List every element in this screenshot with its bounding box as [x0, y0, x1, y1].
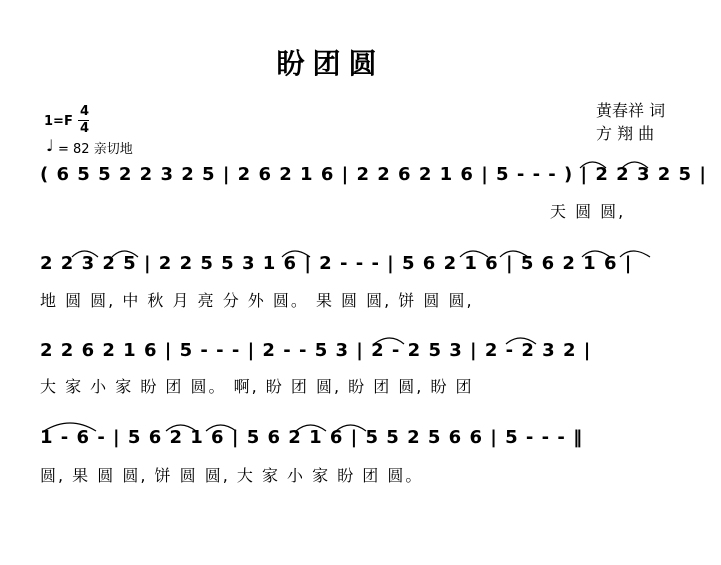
score-line-2-lyrics: 地 圆 圆, 中 秋 月 亮 分 外 圆。 果 圆 圆, 饼 圆 圆, — [40, 291, 474, 310]
slur-mark — [500, 251, 528, 257]
slur-mark — [622, 162, 648, 168]
quarter-note-icon: ♩ — [46, 136, 54, 155]
slur-mark — [282, 251, 310, 257]
time-signature-denominator: 4 — [80, 121, 90, 136]
tempo-marking: = 82 亲切地 — [58, 142, 133, 157]
slur-mark — [620, 251, 650, 257]
slur-mark — [112, 251, 138, 257]
slur-mark — [296, 425, 326, 431]
slur-mark — [460, 251, 488, 257]
slur-mark — [44, 423, 96, 431]
slur-mark — [582, 251, 610, 257]
composer-credit: 方 翔 曲 — [596, 124, 655, 143]
score-line-1-notes: ( 6 5 5 2 2 3 2 5 | 2 6 2 1 6 | 2 2 6 2 1 6 | 5 - - - ) | 2 2 3 2 5 | — [40, 164, 707, 185]
score-line-4-lyrics: 圆, 果 圆 圆, 饼 圆 圆, 大 家 小 家 盼 团 圆。 — [40, 466, 424, 485]
score-line-1-lyrics: 天 圆 圆, — [550, 202, 626, 221]
slur-mark — [336, 425, 366, 431]
slur-mark — [374, 338, 404, 344]
slur-mark — [166, 425, 196, 431]
score-line-4-notes: 1 - 6 - | 5 6 2 1 6 | 5 6 2 1 6 | 5 5 2 5 6 6 | 5 - - - ‖ — [40, 427, 584, 448]
slur-mark — [206, 425, 236, 431]
slur-mark — [72, 251, 98, 257]
score-line-2-notes: 2 2 3 2 5 | 2 2 5 5 3 1 6 | 2 - - - | 5 6 2 1 6 | 5 6 2 1 6 | — [40, 253, 633, 274]
lyricist-credit: 黄春祥 词 — [596, 101, 666, 120]
slur-mark — [506, 338, 536, 344]
time-signature-numerator: 4 — [80, 104, 90, 119]
key-signature: 1=F — [44, 114, 73, 129]
song-title: 盼团圆 — [276, 47, 385, 80]
slur-mark — [580, 162, 606, 168]
score-line-3-lyrics: 大 家 小 家 盼 团 圆。 啊, 盼 团 圆, 盼 团 圆, 盼 团 — [40, 377, 474, 396]
score-line-3-notes: 2 2 6 2 1 6 | 5 - - - | 2 - - 5 3 | 2 - 2 5 3 | 2 - 2 3 2 | — [40, 340, 592, 361]
